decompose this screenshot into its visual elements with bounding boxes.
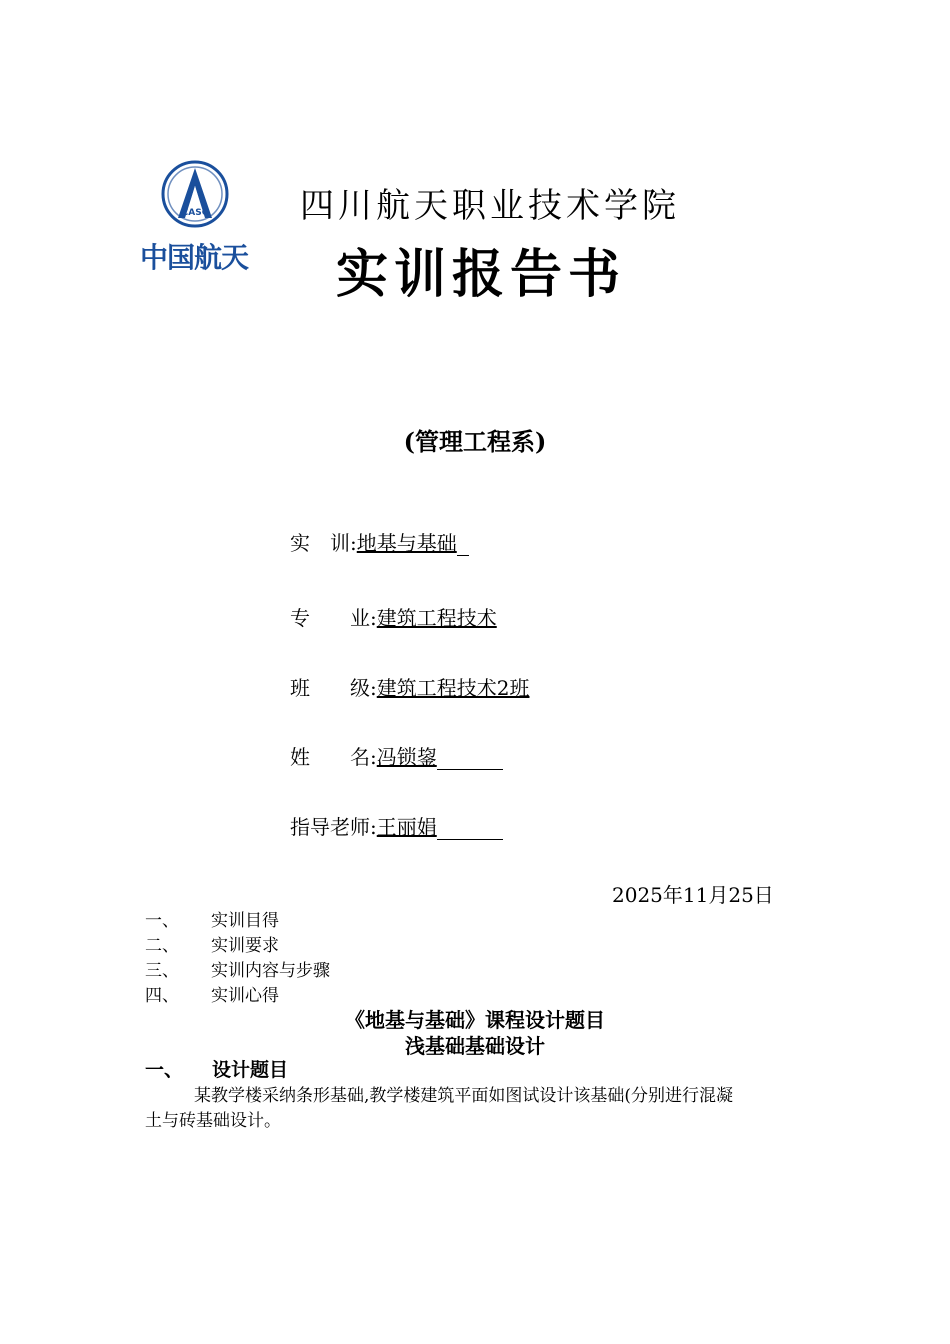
casc-seal-icon: [138, 160, 250, 240]
paragraph-line-2: 土与砖基础设计。: [145, 1111, 281, 1131]
teacher-field: [290, 811, 503, 840]
name-field: [290, 741, 503, 770]
name-value: 冯锁鋆: [376, 745, 437, 769]
name-blank: [437, 751, 503, 770]
course-title: 《地基与基础》课程设计题目: [345, 1008, 605, 1032]
section-title: 设计题目: [212, 1059, 289, 1081]
major-value: 建筑工程技术: [376, 606, 497, 630]
name-label: 姓 名:: [290, 745, 377, 769]
teacher-blank: [437, 821, 503, 840]
toc-number: 三、: [145, 961, 179, 981]
toc-item: [145, 906, 279, 931]
toc-item: [145, 956, 330, 981]
section-number: 一、: [145, 1059, 184, 1081]
section-heading: [145, 1055, 288, 1082]
toc-title: 实训心得: [211, 986, 279, 1006]
major-field: [290, 602, 497, 631]
toc-title: 实训内容与步骤: [211, 961, 330, 981]
training-value: 地基与基础: [356, 531, 457, 555]
training-field: [290, 527, 469, 556]
logo-wordmark: 中国航天: [140, 241, 249, 274]
school-name: 四川航天职业技术学院: [300, 186, 680, 226]
document-title: 实训报告书: [336, 244, 627, 305]
paragraph-line-1: 某教学楼采纳条形基础,教学楼建筑平面如图试设计该基础(分别进行混凝: [194, 1086, 734, 1106]
toc-number: 四、: [145, 986, 179, 1006]
teacher-label: 指导老师:: [290, 815, 377, 839]
training-label: 实 训:: [290, 531, 357, 555]
report-date: 2025年11月25日: [612, 883, 774, 907]
seal-text: CASC: [181, 208, 209, 218]
teacher-value: 王丽娟: [376, 815, 437, 839]
toc-title: 实训目得: [211, 911, 279, 931]
course-subtitle: 浅基础基础设计: [405, 1034, 545, 1058]
class-field: [290, 672, 529, 701]
toc-item: [145, 981, 279, 1006]
department: (管理工程系): [403, 427, 547, 456]
training-blank: [457, 537, 469, 556]
class-value: 建筑工程技术2班: [376, 676, 530, 700]
toc-title: 实训要求: [211, 936, 279, 956]
toc-number: 二、: [145, 936, 179, 956]
toc-number: 一、: [145, 911, 179, 931]
major-label: 专 业:: [290, 606, 377, 630]
toc-item: [145, 931, 279, 956]
class-label: 班 级:: [290, 676, 377, 700]
